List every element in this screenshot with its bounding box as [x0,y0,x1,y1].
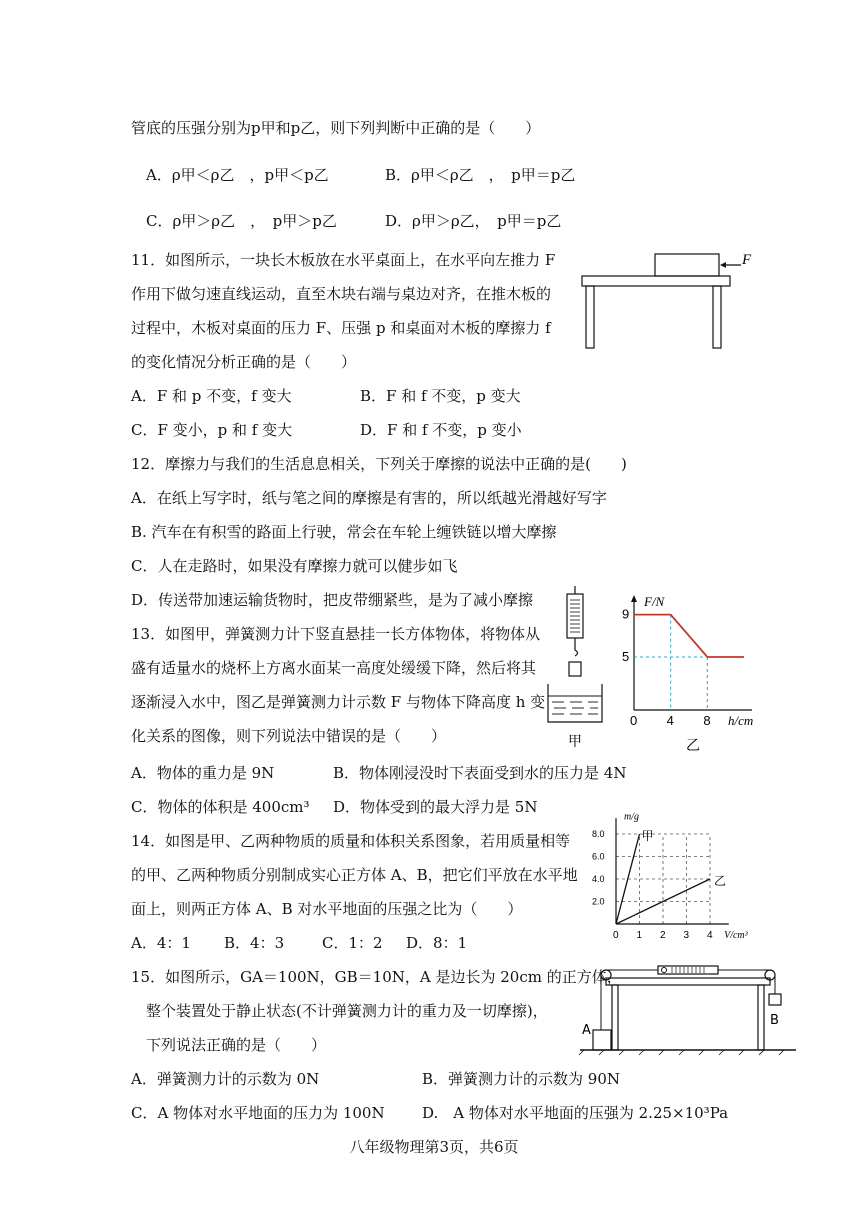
q14-stem-line: 的甲、乙两种物质分别制成实心正方体 A、B，把它们平放在水平地 [131,866,578,884]
arrow-head-icon [720,262,726,268]
block-b-label: B [770,1013,779,1028]
force-label: F [742,252,752,268]
q10-option-a[interactable]: A．ρ甲＜ρ乙 ，p甲＜p乙 [146,166,329,184]
q10-option-d[interactable]: D．ρ甲＞ρ乙， p甲＝p乙 [385,212,562,230]
table-leg [586,286,594,348]
figure-label-jia: 甲 [568,734,582,750]
q11-option-b[interactable]: B．F 和 f 不变，p 变大 [360,387,521,405]
q14-option-a[interactable]: A．4：1 [131,934,191,952]
q10-stem: 管底的压强分别为p甲和p乙，则下列判断中正确的是（ ） [131,119,541,137]
block-a-label: A [582,1023,591,1038]
beaker [548,684,602,722]
q12-option-a[interactable]: A．在纸上写字时，纸与笔之间的摩擦是有害的，所以纸越光滑越好写字 [131,489,607,507]
q11-stem-line: 11．如图所示，一块长木板放在水平桌面上，在水平向左推力 F [131,251,556,269]
q14-stem-line: 面上，则两正方体 A、B 对水平地面的压强之比为（ ） [131,900,523,918]
q15-stem-line: 15．如图所示，GA＝100N，GB＝10N，A 是边长为 20cm 的正方体， [131,968,622,986]
q13-figure-jia [540,584,610,754]
x-tick-label: 1 [636,930,643,941]
x-tick-label: 2 [660,930,666,941]
table-leg [713,286,721,348]
x-tick-label: 8 [703,713,711,728]
q14-option-d[interactable]: D．8：1 [406,934,468,952]
q13-figure-yi [614,590,764,754]
q14-option-b[interactable]: B．4：3 [224,934,285,952]
y-tick-label: 4.0 [592,874,605,884]
q11-stem-line: 过程中，木板对桌面的压力 F、压强 p 和桌面对木板的摩擦力 f [131,319,551,337]
q13-option-b[interactable]: B．物体刚浸没时下表面受到水的压力是 4N [333,764,627,782]
q13-option-c[interactable]: C．物体的体积是 400cm³ [131,798,310,816]
y-tick-label: 2.0 [592,896,605,907]
q12-option-d[interactable]: D．传送带加速运输货物时，把皮带绷紧些，是为了减小摩擦 [131,591,534,609]
x-tick-label: 0 [613,930,619,941]
q11-option-c[interactable]: C．F 变小，p 和 f 变大 [131,421,293,439]
x-tick-label: 0 [630,713,638,728]
q12-option-b[interactable]: B. 汽车在有积雪的路面上行驶，常会在车轮上缠铁链以增大摩擦 [131,523,557,541]
q11-stem-line: 作用下做匀速直线运动，直至木块右端与桌边对齐，在推木板的 [131,285,552,303]
q12-option-c[interactable]: C．人在走路时，如果没有摩擦力就可以健步如飞 [131,557,458,575]
x-axis-label: V/cm³ [724,930,748,941]
q11-table-figure [576,248,766,354]
q15-stem-line: 整个装置处于静止状态(不计弹簧测力计的重力及一切摩擦)， [146,1002,548,1020]
q15-option-d[interactable]: D. A 物体对水平地面的压强为 2.25×10³Pa [422,1104,729,1122]
axis-arrow-icon [631,595,637,602]
q11-option-d[interactable]: D．F 和 f 不变，p 变小 [360,421,522,439]
q13-option-d[interactable]: D．物体受到的最大浮力是 5N [333,798,538,816]
hook-icon [575,638,578,656]
table-leg [612,985,618,1050]
q10-option-c[interactable]: C．ρ甲＞ρ乙 ， p甲＞p乙 [146,212,337,230]
mass-volume-chart [590,800,765,948]
block-b [769,994,781,1005]
q13-stem-line: 逐渐浸入水中，图乙是弹簧测力计示数 F 与物体下降高度 h 变 [131,693,546,711]
wood-board [655,254,719,276]
figure-label-yi: 乙 [686,738,700,754]
pulley-system-diagram [576,962,798,1056]
q14-option-c[interactable]: C．1：2 [322,934,383,952]
y-tick-label: 8.0 [592,829,605,839]
table-top [606,978,770,985]
table-leg [758,985,764,1050]
q15-figure [576,962,798,1056]
x-axis-label: h/cm [728,713,754,728]
x-tick-label: 3 [683,930,690,941]
block-a [593,1030,611,1050]
y-tick-label: 5 [622,649,630,664]
x-tick-label: 4 [666,713,674,728]
q15-option-c[interactable]: C．A 物体对水平地面的压力为 100N [131,1104,385,1122]
y-tick-label: 9 [622,606,630,622]
series-line [634,615,744,657]
force-height-chart [614,590,764,754]
q15-stem-line: 下列说法正确的是（ ） [146,1036,327,1054]
table-diagram [576,248,766,354]
q13-stem-line: 盛有适量水的烧杯上方离水面某一高度处缓缓下降，然后将其 [131,659,537,677]
q15-option-a[interactable]: A．弹簧测力计的示数为 0N [131,1070,320,1088]
series-label: 乙 [714,874,727,888]
table-top [582,276,730,286]
q14-figure [590,800,765,948]
series-label: 甲 [641,829,654,843]
spring-scale-diagram [540,584,610,754]
y-axis-label: F/N [644,594,665,609]
y-axis-label: m/g [624,811,639,823]
y-tick-label: 6.0 [592,851,605,862]
x-tick-label: 4 [707,930,713,941]
q13-option-a[interactable]: A．物体的重力是 9N [131,764,275,782]
page-footer: 八年级物理第3页，共6页 [349,1138,519,1156]
q15-option-b[interactable]: B．弹簧测力计的示数为 90N [422,1070,621,1088]
hanging-block [569,662,581,676]
q14-stem-line: 14．如图是甲、乙两种物质的质量和体积关系图象，若用质量相等 [131,832,571,850]
q11-stem-line: 的变化情况分析正确的是（ ） [131,353,357,371]
q10-option-b[interactable]: B．ρ甲＜ρ乙 ， p甲＝p乙 [385,166,576,184]
q13-stem-line: 化关系的图像，则下列说法中错误的是（ ） [131,727,447,745]
q11-option-a[interactable]: A．F 和 p 不变，f 变大 [131,387,292,405]
q12-stem: 12．摩擦力与我们的生活息息相关，下列关于摩擦的说法中正确的是( ) [131,455,627,473]
q13-stem-line: 13．如图甲，弹簧测力计下竖直悬挂一长方体物体，将物体从 [131,625,541,643]
